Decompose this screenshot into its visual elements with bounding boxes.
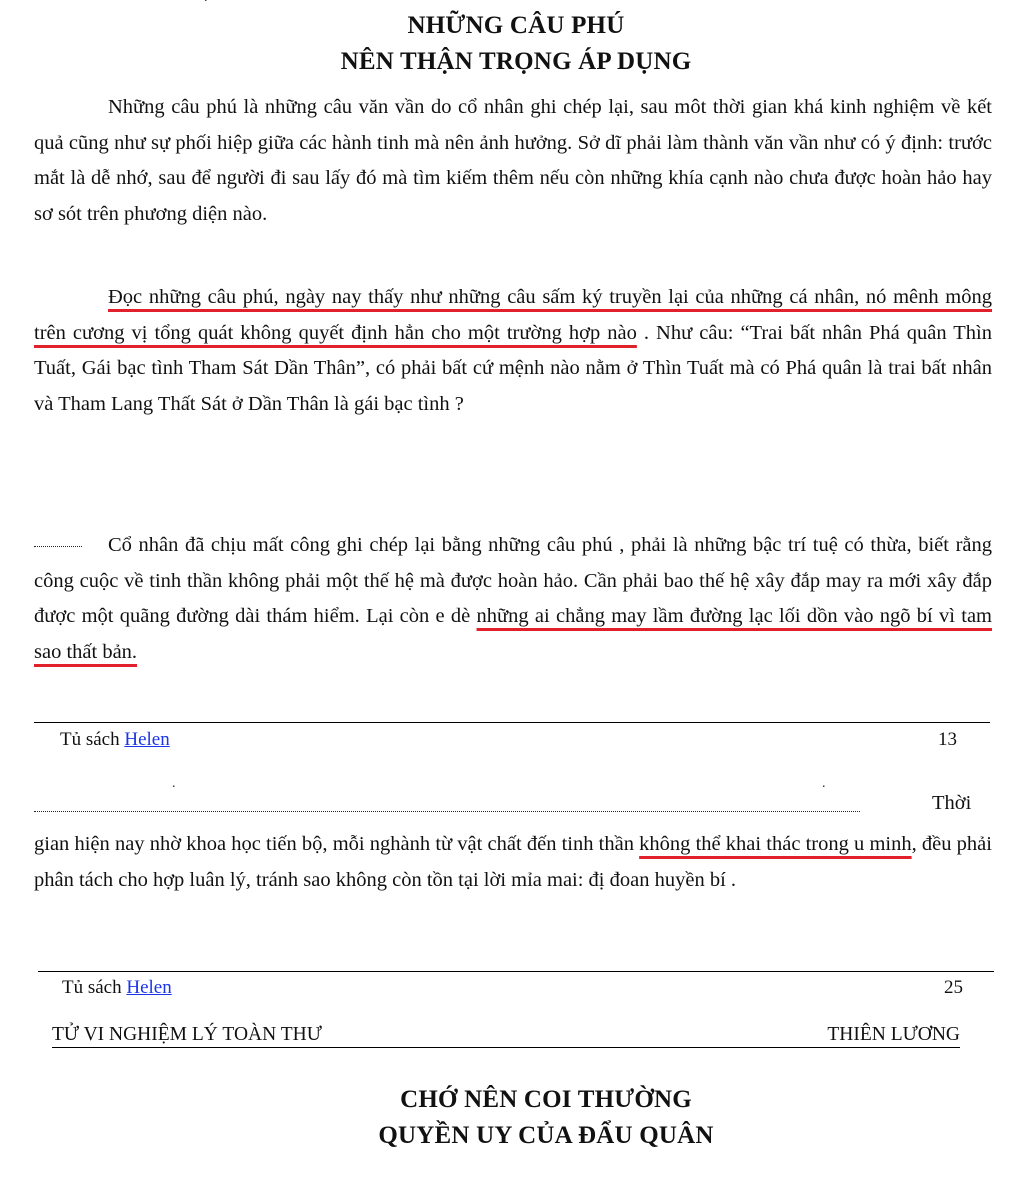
underlined-phrase: những ai chẳng may lầm đường lạc lối dồn vào ngõ bí vì tam sao thất bản. — [34, 605, 992, 663]
paragraph-4 — [34, 827, 992, 898]
stray-dot — [204, 0, 208, 6]
paragraph-4-rest: , đều phải phân tách cho hợp luân lý, tránh sao không còn tồn tại lời mỉa mai: đị đoan huyền bí . — [34, 833, 992, 891]
stray-dot: . — [172, 776, 176, 791]
dotted-leader — [34, 546, 82, 547]
page-footer — [60, 729, 170, 751]
header-author: THIÊN LƯƠNG — [827, 1024, 960, 1045]
footer-label: Tủ sách — [62, 977, 127, 998]
continued-word: Thời — [932, 792, 972, 814]
section-title — [30, 1082, 1032, 1154]
section-title-line2: QUYỀN UY CỦA ĐẨU QUÂN — [378, 1122, 714, 1149]
paragraph-2 — [34, 280, 992, 422]
stray-dot: . — [822, 776, 826, 791]
footer-link-helen[interactable]: Helen — [124, 729, 170, 750]
footer-label: Tủ sách — [60, 729, 125, 750]
paragraph-1-text: Những câu phú là những câu văn vần do cổ nhân ghi chép lại, sau môt thời gian khá kinh nghiệm về kết quả cũng như sự phối hiệp giữa các hành tinh mà nên ảnh hưởng. Sở dĩ phải làm thành văn vần như có ý định: trước mắt là dễ nhớ, sau để người đi sau lấy đó mà tìm kiếm thêm nếu còn những khía cạnh nào chưa được hoàn hảo hay sơ sót trên phương diện nào. — [34, 96, 992, 225]
footer-rule — [38, 971, 994, 972]
underlined-quote: Đọc những câu phú, ngày nay thấy như những câu sấm ký truyền lại của những cá nhân, nó mênh mông trên cương vị tổng quát không quyết định hẳn cho một trường hợp nào — [34, 286, 992, 344]
dotted-leader — [34, 811, 860, 812]
section-title-line1: NHỮNG CÂU PHÚ — [407, 12, 625, 39]
footer-rule — [34, 722, 990, 723]
section-title-line2: NÊN THẬN TRỌNG ÁP DỤNG — [340, 48, 692, 75]
paragraph-4-text: gian hiện nay nhờ khoa học tiến bộ, mỗi nghành từ vật chất đến tinh thần — [34, 833, 640, 855]
underlined-phrase: không thể khai thác trong u minh — [639, 833, 912, 855]
paragraph-2-text: . Như câu: “Trai bất nhân Phá quân Thìn Tuất, Gái bạc tình Tham Sát Dần Thân”, có phải bất cứ mệnh nào nằm ở Thìn Tuất mà có Phá quân là trai bất nhân và Tham Lang Thất Sát ở Dần Thân là gái bạc tình ? — [34, 321, 992, 415]
running-header — [52, 1024, 960, 1048]
header-book-title: TỬ VI NGHIỆM LÝ TOÀN THƯ — [52, 1024, 322, 1045]
section-title-line1: CHỚ NÊN COI THƯỜNG — [400, 1086, 692, 1113]
page-footer — [62, 977, 172, 999]
paragraph-3 — [34, 528, 992, 670]
paragraph-1 — [34, 90, 992, 232]
page-number: 25 — [944, 977, 963, 998]
section-title — [0, 8, 1032, 80]
paragraph-3-text: Cổ nhân đã chịu mất công ghi chép lại bằng những câu phú , phải là những bậc trí tuệ có thừa, biết rằng công cuộc về tinh thần không phải một thế hệ mà được hoàn hảo. Cần phải bao thế hệ xây đắp may ra mới xây đắp được một quãng đường dài thám hiểm. Lại còn e dè — [34, 534, 992, 627]
page-number: 13 — [938, 729, 957, 750]
footer-link-helen[interactable]: Helen — [126, 977, 172, 998]
